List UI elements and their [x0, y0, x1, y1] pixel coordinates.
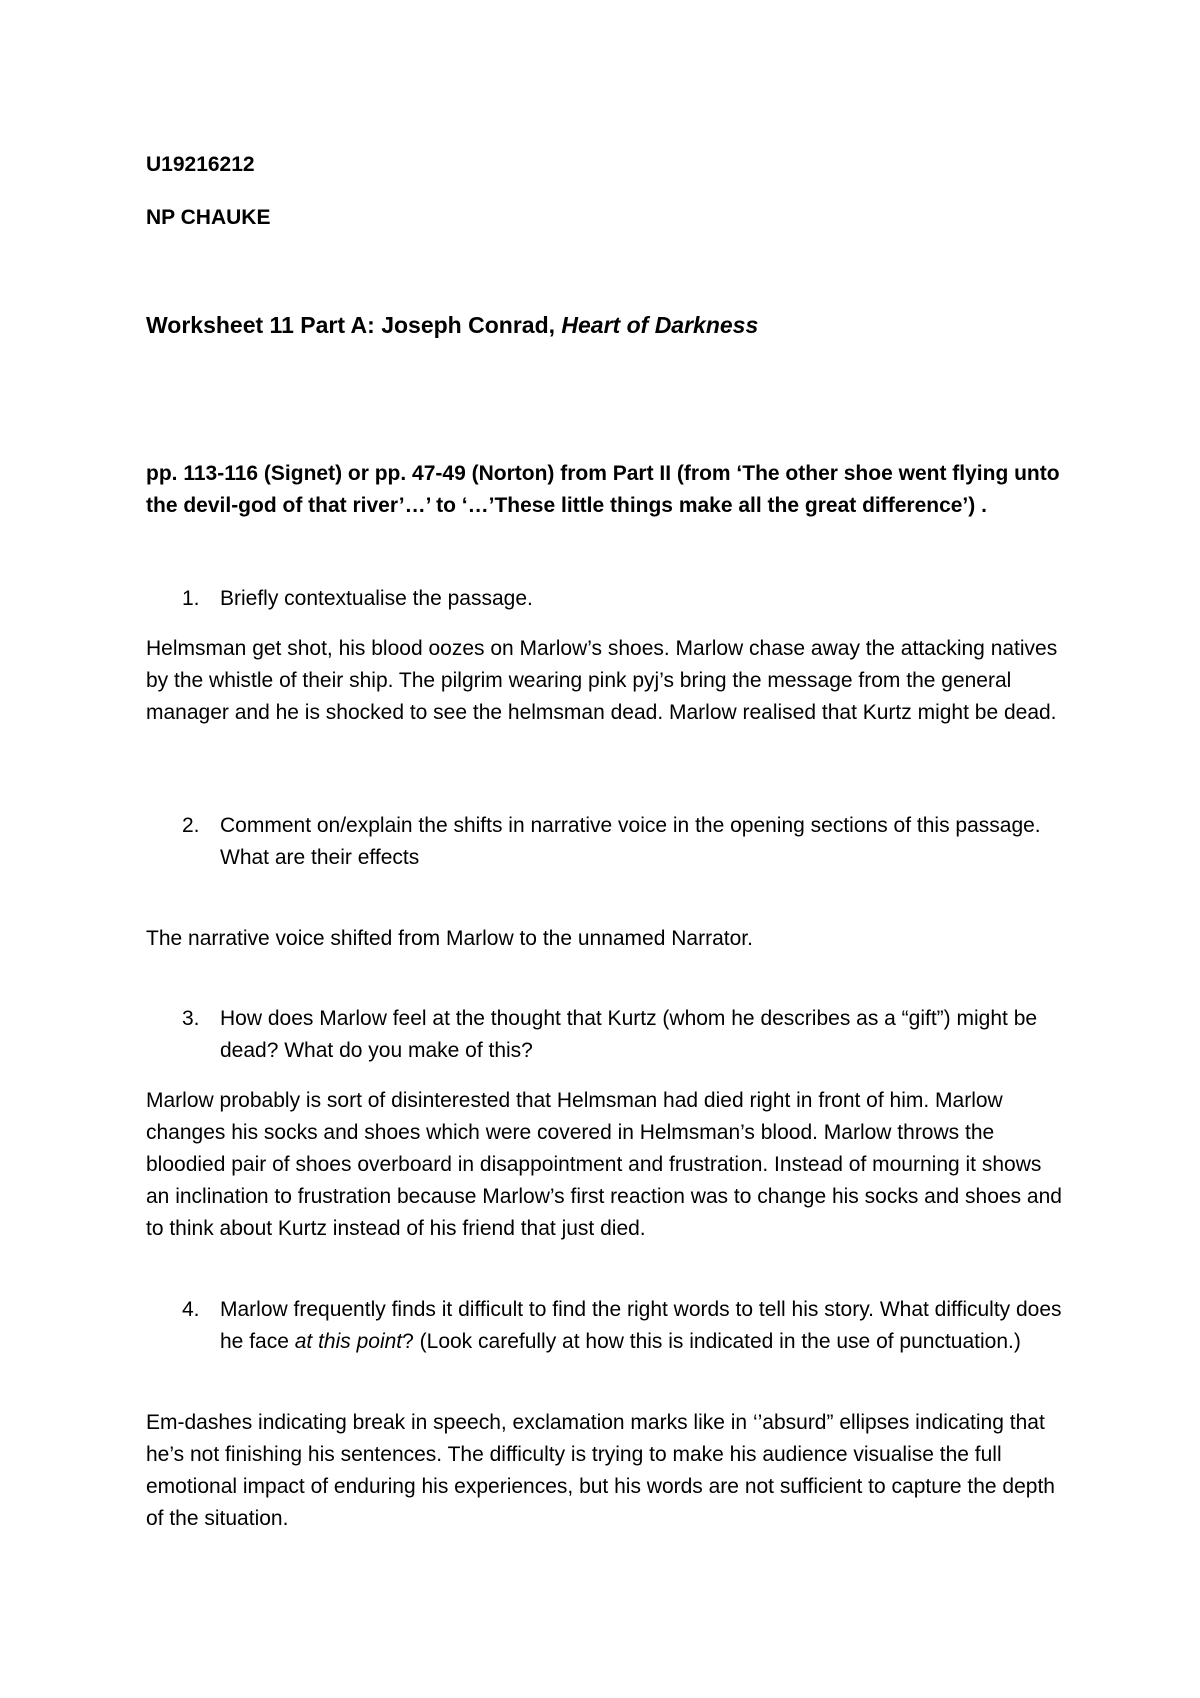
question-text — [220, 1294, 1062, 1358]
question-2 — [182, 810, 1062, 874]
question-text: Briefly contextualise the passage. — [220, 587, 533, 610]
question-4 — [182, 1294, 1062, 1358]
question-text-after: ? (Look carefully at how this is indicated in the use of punctuation.) — [402, 1330, 1021, 1353]
question-text: How does Marlow feel at the thought that Kurtz (whom he describes as a “gift”) might be dead? What do you make of this? — [220, 1007, 1038, 1062]
worksheet-title — [146, 309, 1066, 341]
question-number: 3. — [182, 1007, 200, 1030]
worksheet-title-prefix: Worksheet 11 Part A: Joseph Conrad, — [146, 312, 562, 338]
answer-2: The narrative voice shifted from Marlow to the unnamed Narrator. — [146, 927, 753, 950]
worksheet-title-book: Heart of Darkness — [561, 312, 759, 338]
question-text: Comment on/explain the shifts in narrative voice in the opening sections of this passage. What are their effects — [220, 814, 1041, 869]
question-3 — [182, 1003, 1062, 1067]
answer-4: Em-dashes indicating break in speech, exclamation marks like in ‘’absurd” ellipses indicating that he’s not finishing his sentences. The difficulty is trying to make his audience visualise the full emotional impact of enduring his experiences, but his words are not sufficient to capture the depth of the situation. — [146, 1411, 1055, 1530]
question-number: 2. — [182, 814, 200, 837]
student-id: U19216212 — [146, 153, 255, 176]
answer-3: Marlow probably is sort of disinterested that Helmsman had died right in front of him. Marlow changes his socks and shoes which were covered in Helmsman’s blood. Marlow throws the bloodied pair of shoes overboard in disappointment and frustration. Instead of mourning it shows an inclination to frustration because Marlow’s first reaction was to change his socks and shoes and to think about Kurtz instead of his friend that just died. — [146, 1089, 1062, 1240]
question-number: 4. — [182, 1298, 200, 1321]
question-1 — [182, 583, 1062, 615]
question-number: 1. — [182, 587, 200, 610]
student-name: NP CHAUKE — [146, 206, 271, 229]
answer-1: Helmsman get shot, his blood oozes on Marlow’s shoes. Marlow chase away the attacking natives by the whistle of their ship. The pilgrim wearing pink pyj’s bring the message from the general manager and he is shocked to see the helmsman dead. Marlow realised that Kurtz might be dead. — [146, 637, 1058, 724]
passage-reference: pp. 113-116 (Signet) or pp. 47-49 (Norton) from Part II (from ‘The other shoe went flying unto the devil-god of that river’…’ to ‘…’These little things make all the great difference’) . — [146, 462, 1060, 517]
question-text-italic: at this point — [294, 1330, 403, 1353]
question-text-before: Marlow frequently finds it difficult to find the right words to tell his story. What difficulty does he face — [220, 1298, 1062, 1353]
